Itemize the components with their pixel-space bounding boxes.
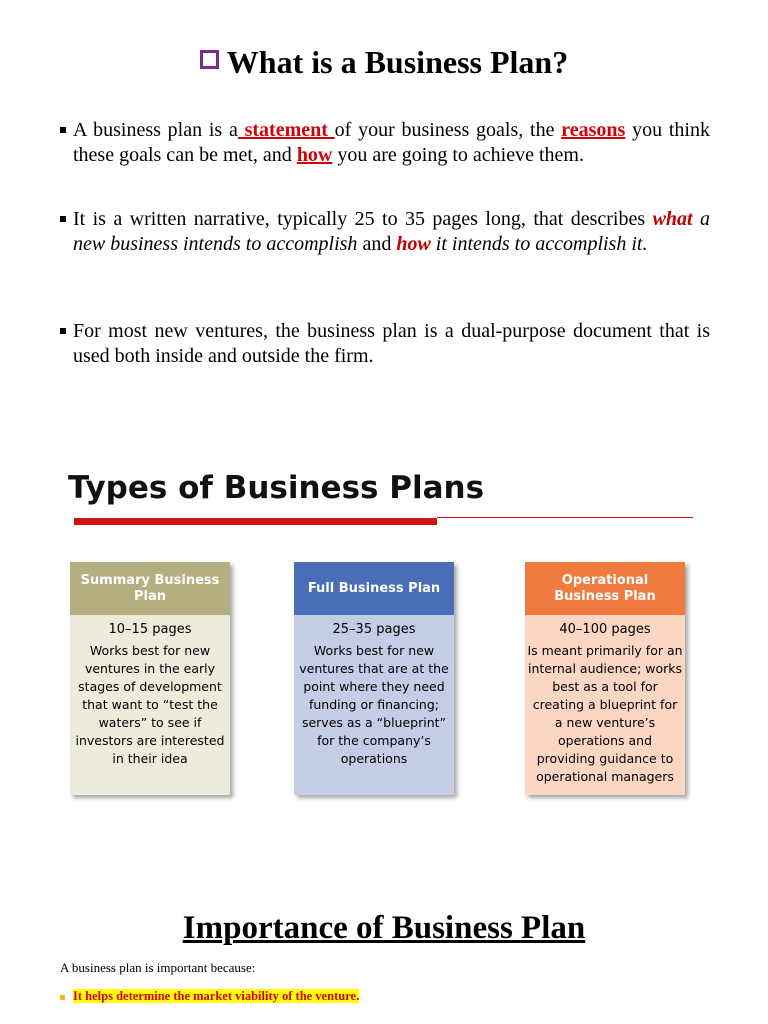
importance-bullet: [60, 989, 359, 1004]
bullet-text: For most new ventures, the business plan is a dual-purpose document that is used both inside and outside the firm.: [73, 320, 710, 367]
card-header: Full Business Plan: [294, 562, 454, 615]
card-description: Works best for new ventures that are at the point where they need funding or financing; serves as a “blueprint” for the company’s operations: [299, 643, 449, 766]
bullet-icon: [60, 995, 65, 1000]
title-underline-thin: [437, 517, 693, 518]
bullet-icon: [60, 328, 66, 334]
bullet-text: A business plan is a statement of your business goals, the reasons you think these goals can be met, and how you are going to achieve them.: [73, 119, 710, 166]
card-header: Summary Business Plan: [70, 562, 230, 615]
card-header: Operational Business Plan: [525, 562, 685, 615]
title-underline-thick: [74, 518, 437, 525]
section-title: [0, 44, 768, 81]
types-title: Types of Business Plans: [68, 470, 485, 506]
checkbox-icon: [200, 50, 219, 69]
title-text: What is a Business Plan?: [226, 44, 569, 80]
card-pages: 25–35 pages: [332, 622, 416, 637]
card-full-plan: [294, 562, 454, 795]
card-description: Works best for new ventures in the early stages of development that want to “test the waters” to see if investors are interested in their idea: [75, 643, 225, 766]
importance-title: Importance of Business Plan: [182, 910, 586, 946]
bullet-text: It is a written narrative, typically 25 to 35 pages long, that describes what a new business intends to accomplish and how it intends to accomplish it.: [73, 208, 711, 255]
card-summary-plan: [70, 562, 230, 795]
bullet-dual-purpose: [60, 319, 710, 369]
bullet-definition: [60, 118, 710, 168]
importance-intro: A business plan is important because:: [60, 960, 256, 975]
bullet-narrative: [60, 207, 710, 257]
card-pages: 10–15 pages: [108, 622, 192, 637]
card-description: Is meant primarily for an internal audience; works best as a tool for creating a blueprint for a new venture’s operations and providing guidance to operational managers: [527, 643, 683, 784]
card-pages: 40–100 pages: [559, 622, 651, 637]
bullet-icon: [60, 127, 66, 133]
highlighted-text: It helps determine the market viability of the venture.: [73, 989, 360, 1003]
bullet-icon: [60, 216, 66, 222]
card-operational-plan: [525, 562, 685, 795]
